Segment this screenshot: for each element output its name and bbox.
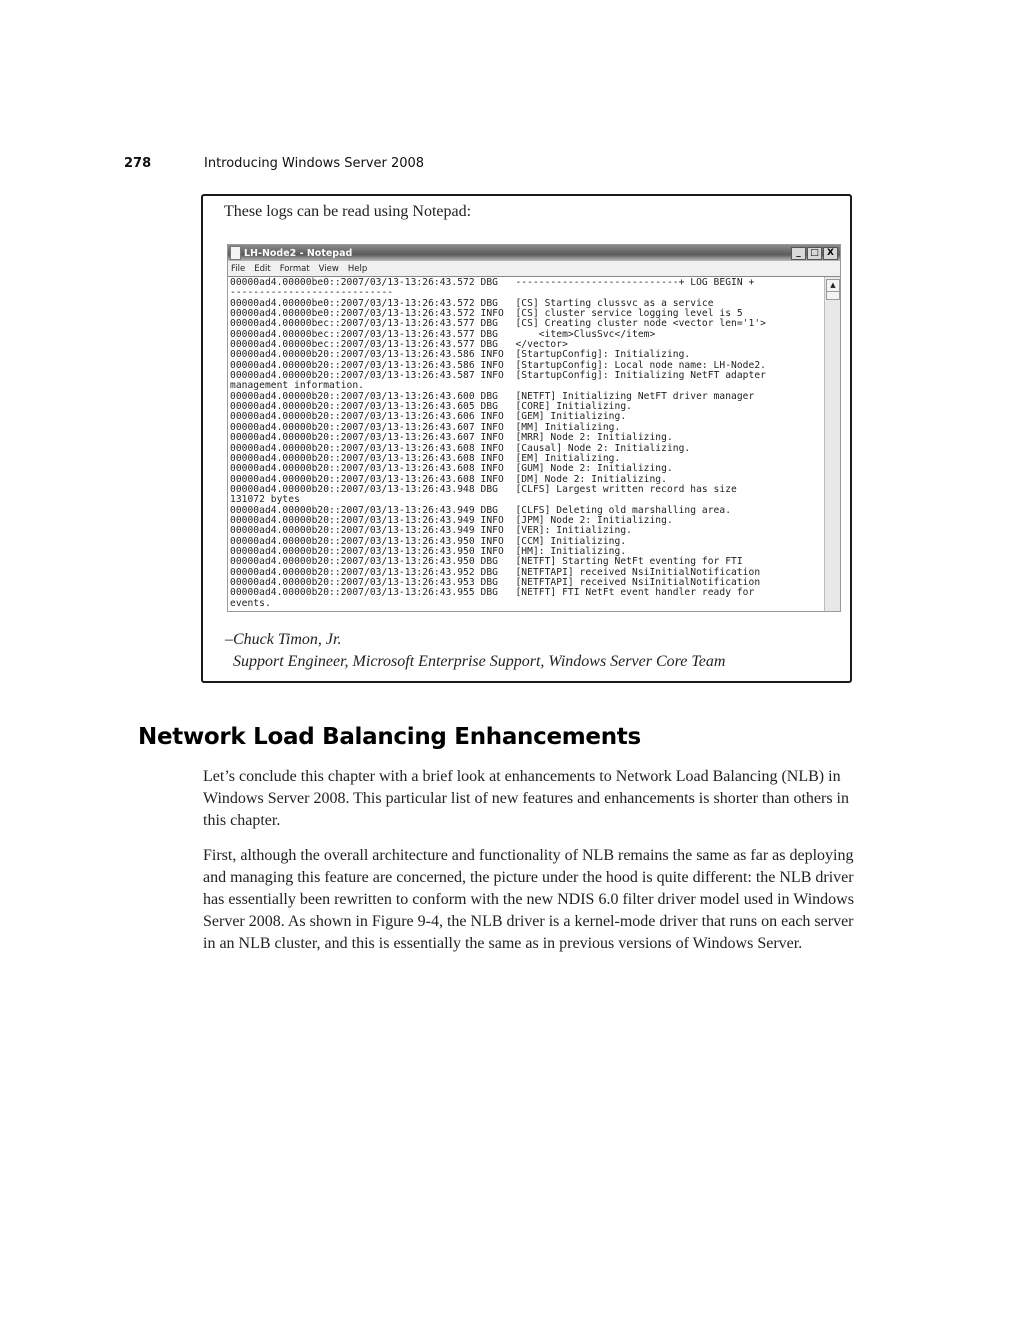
menu-file[interactable]: File (231, 263, 246, 274)
log-line: 00000ad4.00000be0::2007/03/13-13:26:43.572 DBG [CS] Starting clussvc as a service (230, 297, 714, 309)
body-paragraph: Let’s conclude this chapter with a brief look at enhancements to Network Load Balancing (NLB) in Windows Server 2008. This particular list of new features and enhancements is shorter than others in this chapter. (203, 768, 849, 829)
menu-edit[interactable]: Edit (254, 263, 271, 274)
log-line: 00000ad4.00000b20::2007/03/13-13:26:43.607 INFO [MM] Initializing. (230, 421, 621, 433)
maximize-icon[interactable]: □ (807, 247, 822, 260)
sidebar-box (201, 194, 852, 683)
log-line: 00000ad4.00000b20::2007/03/13-13:26:43.950 INFO [HM]: Initializing. (230, 545, 627, 557)
log-line: 00000ad4.00000b20::2007/03/13-13:26:43.608 INFO [GUM] Node 2: Initializing. (230, 463, 673, 475)
log-line: 00000ad4.00000bec::2007/03/13-13:26:43.577 DBG <item>ClusSvc</item> (230, 328, 656, 340)
log-line: 00000ad4.00000bec::2007/03/13-13:26:43.577 DBG </vector> (230, 339, 568, 351)
log-line: 00000ad4.00000b20::2007/03/13-13:26:43.586 INFO [StartupConfig]: Initializing. (230, 349, 691, 361)
book-title: Introducing Windows Server 2008 (204, 156, 425, 171)
log-line: 00000ad4.00000b20::2007/03/13-13:26:43.587 INFO [StartupConfig]: Initializing NetFT adapter (230, 370, 766, 382)
log-line: 00000ad4.00000bec::2007/03/13-13:26:43.577 DBG [CS] Creating cluster node <vector len='1'> (230, 318, 766, 330)
log-line: 00000ad4.00000b20::2007/03/13-13:26:43.950 INFO [CCM] Initializing. (230, 535, 627, 547)
notepad-document-icon (230, 246, 241, 260)
close-icon[interactable]: X (823, 247, 838, 260)
log-text (230, 278, 824, 609)
log-line: 00000ad4.00000b20::2007/03/13-13:26:43.608 INFO [EM] Initializing. (230, 452, 621, 464)
page-number: 278 (124, 156, 152, 171)
log-line: management information. (230, 380, 364, 392)
log-line: 00000ad4.00000b20::2007/03/13-13:26:43.606 INFO [GEM] Initializing. (230, 411, 627, 423)
notepad-text-area[interactable] (228, 276, 840, 611)
log-line: 00000ad4.00000b20::2007/03/13-13:26:43.949 DBG [CLFS] Deleting old marshalling area. (230, 504, 732, 516)
sidebar-intro: These logs can be read using Notepad: (224, 203, 472, 220)
menu-help[interactable]: Help (347, 263, 368, 274)
log-line: 00000ad4.00000b20::2007/03/13-13:26:43.608 INFO [Causal] Node 2: Initializing. (230, 442, 691, 454)
attribution-role: Support Engineer, Microsoft Enterprise Support, Windows Server Core Team (233, 653, 726, 670)
notepad-menubar (228, 261, 840, 276)
scroll-up-arrow-icon[interactable]: ▲ (826, 279, 840, 292)
menu-view[interactable]: View (318, 263, 339, 274)
log-line: 131072 bytes (230, 494, 300, 506)
scroll-thumb[interactable] (826, 291, 840, 300)
log-line: 00000ad4.00000b20::2007/03/13-13:26:43.948 DBG [CLFS] Largest written record has size (230, 483, 737, 495)
log-line: 00000ad4.00000b20::2007/03/13-13:26:43.600 DBG [NETFT] Initializing NetFT driver manager (230, 390, 755, 402)
vertical-scrollbar[interactable] (824, 277, 840, 611)
log-line: 00000ad4.00000b20::2007/03/13-13:26:43.955 DBG [NETFT] FTI NetFt event handler ready for (230, 587, 755, 599)
log-line: 00000ad4.00000b20::2007/03/13-13:26:43.952 DBG [NETFTAPI] received NsiInitialNotification (230, 566, 761, 578)
menu-format[interactable]: Format (279, 263, 310, 274)
section-heading: Network Load Balancing Enhancements (138, 724, 641, 750)
notepad-title: LH-Node2 - Notepad (244, 247, 353, 259)
log-line: 00000ad4.00000be0::2007/03/13-13:26:43.572 DBG ----------------------------+ LOG BEGIN + (230, 277, 755, 288)
body-paragraph: First, although the overall architecture and functionality of NLB remains the same as far as deploying and managing this feature are concerned, the picture under the hood is quite different: the NLB driver has essentially been rewritten to conform with the new NDIS 6.0 filter driver model used in Windows Server 2008. As shown in Figure 9-4, the NLB driver is a kernel-mode driver that runs on each server in an NLB cluster, and this is essentially the same as in previous versions of Windows Server. (203, 847, 854, 952)
notepad-titlebar (228, 245, 840, 261)
running-head (124, 156, 424, 171)
log-line: 00000ad4.00000b20::2007/03/13-13:26:43.607 INFO [MRR] Node 2: Initializing. (230, 432, 673, 444)
log-line: ---------------------------- (230, 287, 394, 299)
log-line: 00000ad4.00000b20::2007/03/13-13:26:43.949 INFO [VER]: Initializing. (230, 525, 632, 537)
log-line: 00000ad4.00000b20::2007/03/13-13:26:43.608 INFO [DM] Node 2: Initializing. (230, 473, 667, 485)
log-line: 00000ad4.00000b20::2007/03/13-13:26:43.605 DBG [CORE] Initializing. (230, 401, 632, 413)
notepad-window-screenshot (227, 244, 841, 612)
window-controls (791, 247, 840, 260)
log-line: 00000ad4.00000b20::2007/03/13-13:26:43.586 INFO [StartupConfig]: Local node name: LH-Node2. (230, 359, 766, 371)
log-line: 00000ad4.00000b20::2007/03/13-13:26:43.950 DBG [NETFT] Starting NetFt eventing for FTI (230, 556, 743, 568)
log-line: 00000ad4.00000be0::2007/03/13-13:26:43.572 INFO [CS] cluster service logging level is 5 (230, 308, 743, 320)
minimize-icon[interactable]: _ (791, 247, 806, 260)
attribution-name: –Chuck Timon, Jr. (225, 631, 342, 648)
log-line: 00000ad4.00000b20::2007/03/13-13:26:43.949 INFO [JPM] Node 2: Initializing. (230, 514, 673, 526)
log-line: events. (230, 597, 271, 609)
log-line: 00000ad4.00000b20::2007/03/13-13:26:43.953 DBG [NETFTAPI] received NsiInitialNotification (230, 576, 761, 588)
